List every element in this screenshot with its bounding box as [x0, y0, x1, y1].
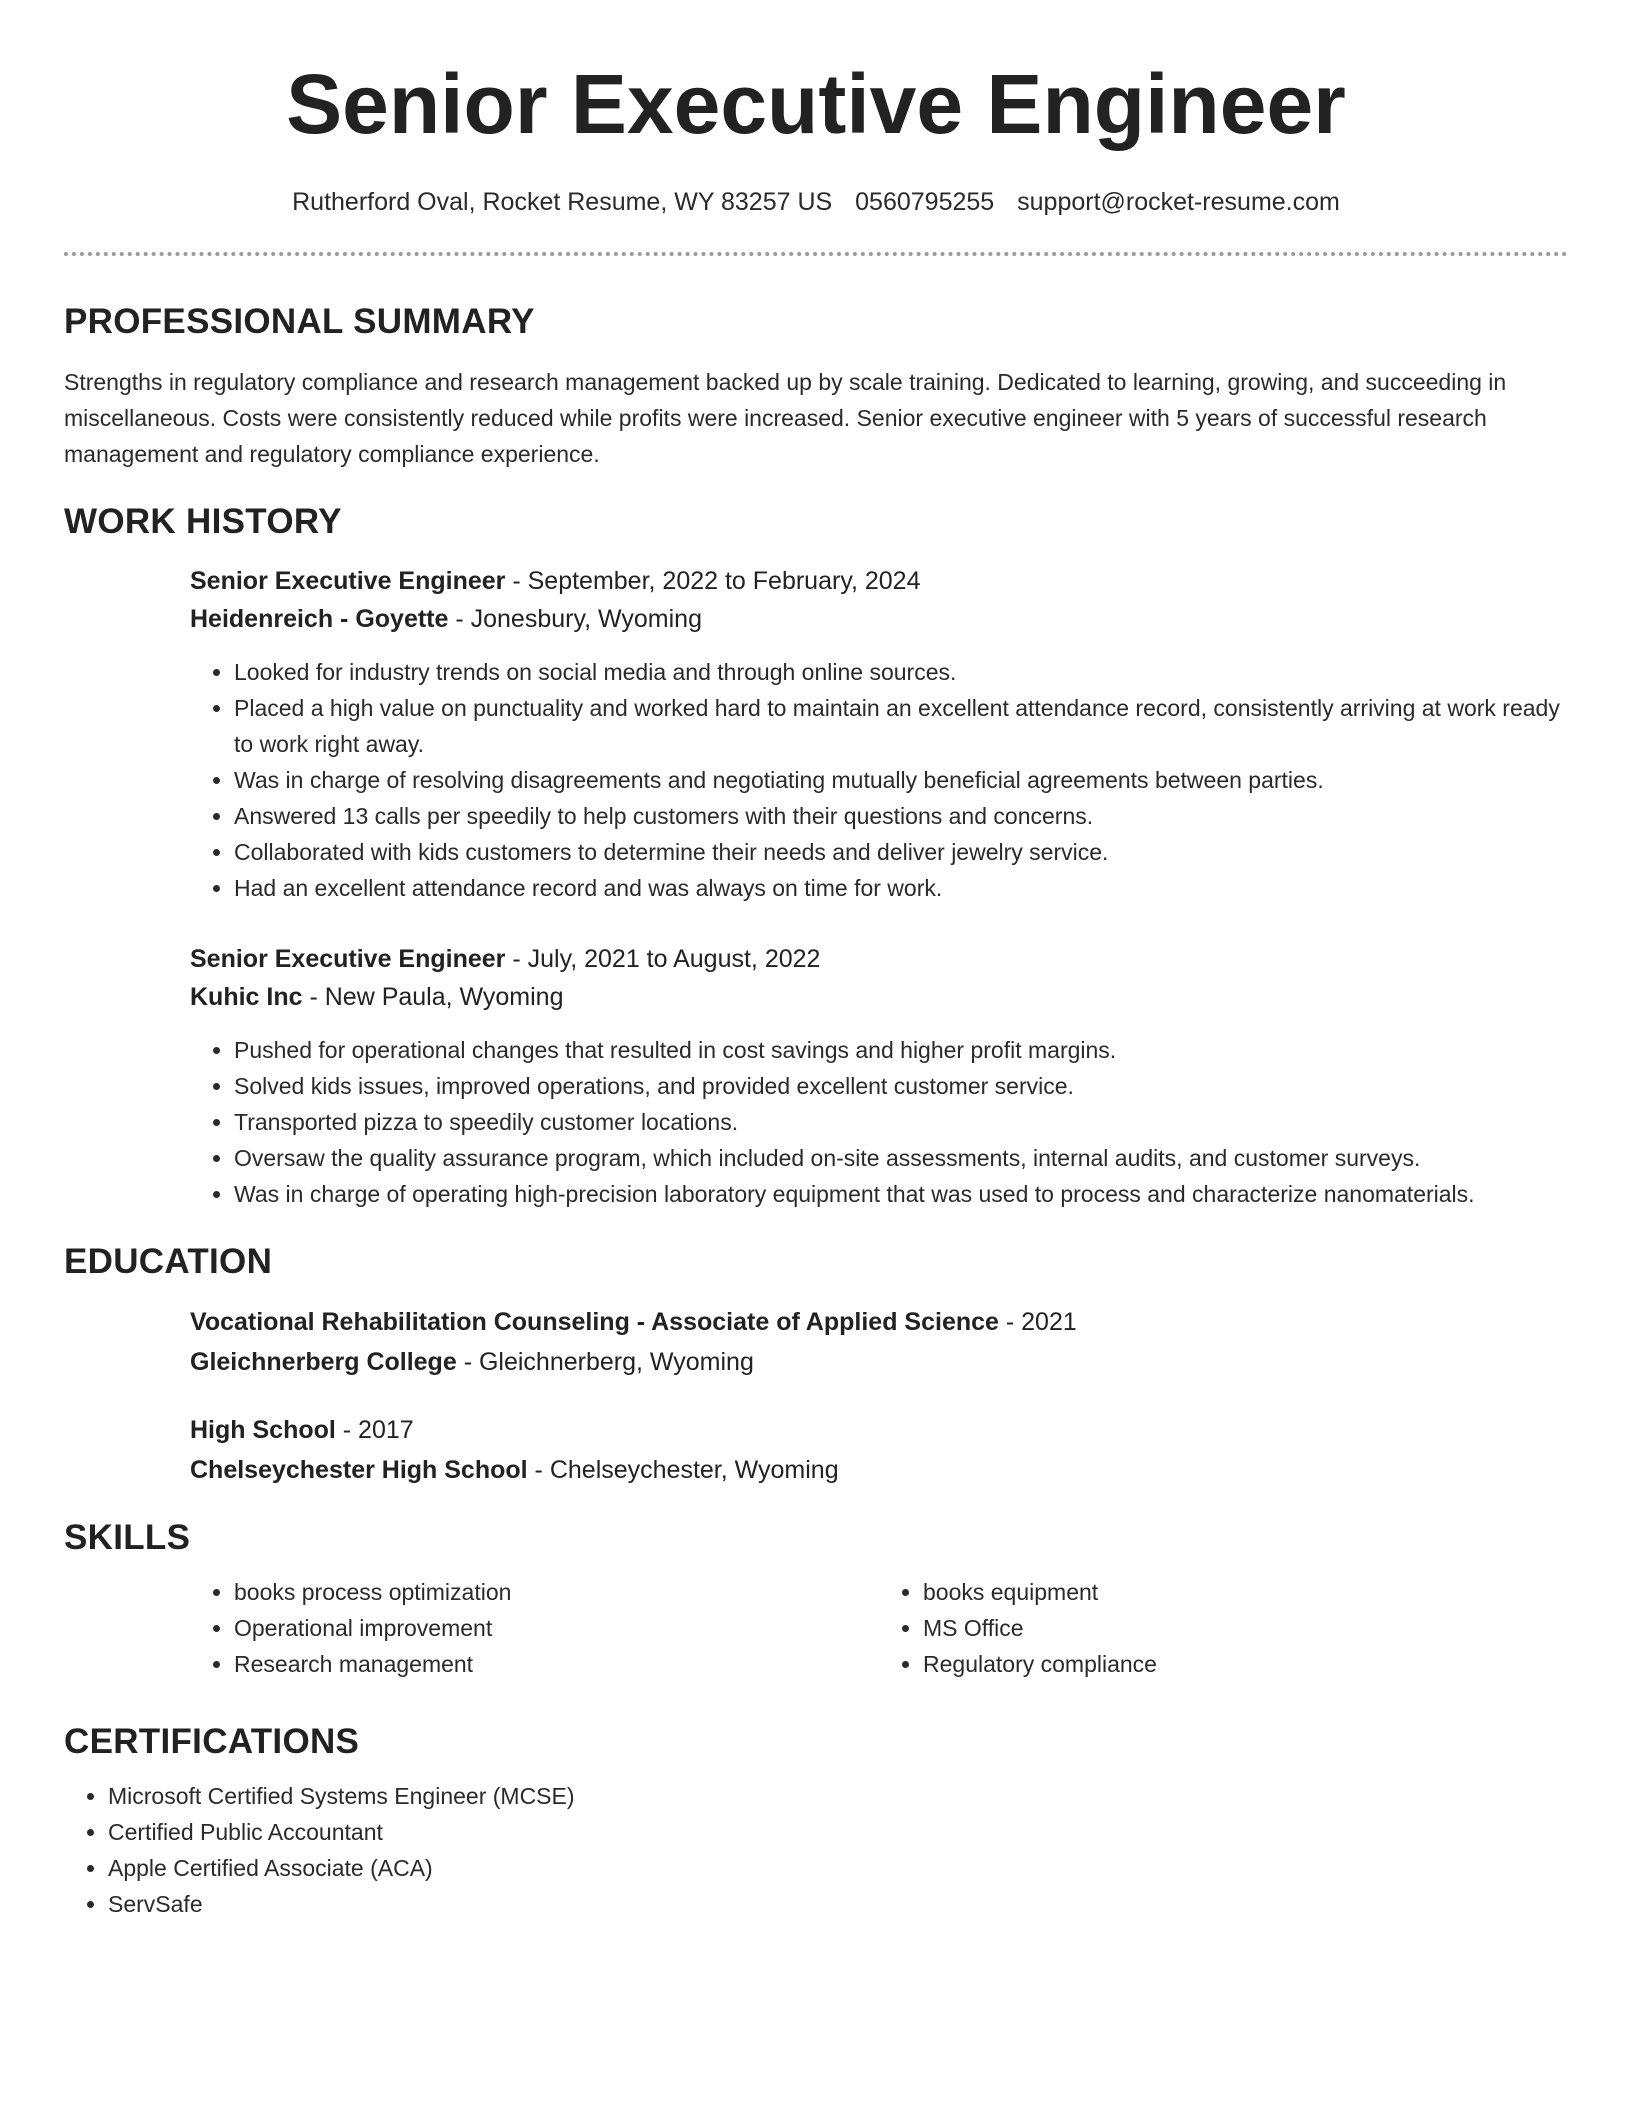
skills-grid [190, 1574, 1568, 1682]
job-bullets [190, 1032, 1568, 1212]
list-item: • books process optimization [234, 1574, 879, 1610]
list-item: • Research management [234, 1646, 879, 1682]
certifications-title: CERTIFICATIONS [64, 1722, 360, 1761]
list-item: • Transported pizza to speedily customer locations. [234, 1104, 1568, 1140]
list-item: • Looked for industry trends on social media and through online sources. [234, 654, 1568, 690]
summary-text: Strengths in regulatory compliance and research management backed up by scale training. Dedicated to learning, growing, and succeeding in miscellaneous. Costs were consistently reduced while profits were increased. Senior executive engineer with 5 years of successful research management and regulatory compliance experience. [64, 369, 1507, 467]
list-item: • Was in charge of resolving disagreements and negotiating mutually beneficial agreements between parties. [234, 762, 1568, 798]
education-degree-line [190, 1302, 1568, 1342]
job-company: Heidenreich - Goyette [190, 605, 449, 633]
job-dates: - July, 2021 to August, 2022 [505, 945, 821, 973]
list-item: • Operational improvement [234, 1610, 879, 1646]
contact-address: Rutherford Oval, Rocket Resume, WY 83257 US [292, 188, 833, 216]
list-item: • Collaborated with kids customers to determine their needs and deliver jewelry service. [234, 834, 1568, 870]
job-entry [190, 940, 1568, 1212]
education-degree: Vocational Rehabilitation Counseling - Associate of Applied Science [190, 1308, 999, 1336]
job-company: Kuhic Inc [190, 983, 303, 1011]
job-role: Senior Executive Engineer [190, 567, 506, 595]
contact-email: support@rocket-resume.com [1017, 188, 1340, 216]
list-item: • Placed a high value on punctuality and worked hard to maintain an excellent attendance record, consistently arriving at work ready to work right away. [234, 690, 1568, 762]
list-item: • ServSafe [108, 1886, 1568, 1922]
list-item: • Had an excellent attendance record and was always on time for work. [234, 870, 1568, 906]
job-title-line [190, 940, 1568, 978]
education-degree: High School [190, 1416, 336, 1444]
job-bullets [190, 654, 1568, 906]
skills-column-right [879, 1574, 1568, 1682]
skills-title: SKILLS [64, 1518, 191, 1557]
education-location: - Gleichnerberg, Wyoming [456, 1348, 754, 1376]
header-divider [64, 252, 1568, 256]
list-item: • Regulatory compliance [923, 1646, 1568, 1682]
summary-title: PROFESSIONAL SUMMARY [64, 302, 535, 341]
education-school: Gleichnerberg College [190, 1348, 457, 1376]
education-entry [190, 1302, 1568, 1382]
job-company-line [190, 600, 1568, 638]
list-item: • Certified Public Accountant [108, 1814, 1568, 1850]
education-school-line [190, 1342, 1568, 1382]
list-item: • Oversaw the quality assurance program, which included on-site assessments, internal audits, and customer surveys. [234, 1140, 1568, 1176]
candidate-name: Senior Executive Engineer [286, 57, 1346, 151]
list-item: • books equipment [923, 1574, 1568, 1610]
education-title: EDUCATION [64, 1242, 273, 1281]
education-entry [190, 1410, 1568, 1490]
list-item: • Solved kids issues, improved operations, and provided excellent customer service. [234, 1068, 1568, 1104]
skills-column-left [190, 1574, 879, 1682]
education-year: - 2017 [335, 1416, 414, 1444]
list-item: • Microsoft Certified Systems Engineer (MCSE) [108, 1778, 1568, 1814]
job-dates: - September, 2022 to February, 2024 [505, 567, 921, 595]
education-year: - 2021 [998, 1308, 1077, 1336]
contact-line [64, 186, 1568, 218]
job-entry [190, 562, 1568, 906]
education-location: - Chelseychester, Wyoming [527, 1456, 839, 1484]
education-school-line [190, 1450, 1568, 1490]
work-history-title: WORK HISTORY [64, 502, 342, 541]
education-degree-line [190, 1410, 1568, 1450]
certifications-list [64, 1778, 1568, 1922]
job-location: - New Paula, Wyoming [302, 983, 564, 1011]
job-company-line [190, 978, 1568, 1016]
job-title-line [190, 562, 1568, 600]
list-item: • Was in charge of operating high-precision laboratory equipment that was used to process and characterize nanomaterials. [234, 1176, 1568, 1212]
job-location: - Jonesbury, Wyoming [448, 605, 702, 633]
education-school: Chelseychester High School [190, 1456, 528, 1484]
job-role: Senior Executive Engineer [190, 945, 506, 973]
list-item: • Pushed for operational changes that resulted in cost savings and higher profit margins. [234, 1032, 1568, 1068]
list-item: • Apple Certified Associate (ACA) [108, 1850, 1568, 1886]
list-item: • Answered 13 calls per speedily to help customers with their questions and concerns. [234, 798, 1568, 834]
contact-phone: 0560795255 [855, 188, 995, 216]
list-item: • MS Office [923, 1610, 1568, 1646]
